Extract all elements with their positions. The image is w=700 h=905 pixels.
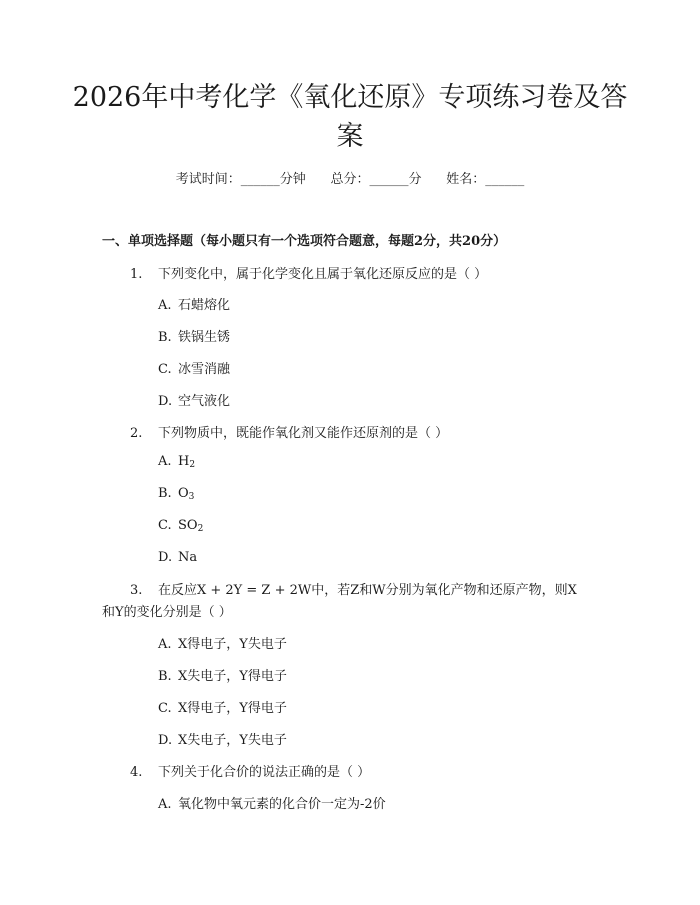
question-3 <box>102 580 600 624</box>
question-number: 3. <box>130 583 143 598</box>
option-2d: D. Na <box>158 550 198 565</box>
option-3b: B. X失电子，Y得电子 <box>158 669 287 684</box>
option-1c: C. 冰雪消融 <box>158 362 231 377</box>
option-3a: A. X得电子，Y失电子 <box>158 637 287 652</box>
option-2a: A. $H_2$ <box>158 454 196 470</box>
option-2c: C. $SO_2$ <box>158 518 204 534</box>
question-text-line2: 和Y的变化分别是（ ） <box>102 605 232 620</box>
question-text: 下列物质中，既能作氧化剂又能作还原剂的是（ ） <box>158 426 449 441</box>
option-1d: D. 空气液化 <box>158 394 231 409</box>
option-1b: B. 铁锅生锈 <box>158 330 231 345</box>
question-1 <box>130 263 487 282</box>
option-2b: B. $O_3$ <box>158 486 195 502</box>
option-3d: D. X失电子，Y失电子 <box>158 733 287 748</box>
question-4 <box>130 761 370 780</box>
question-2 <box>130 422 448 441</box>
question-text: 下列变化中，属于化学变化且属于氧化还原反应的是（ ） <box>158 267 488 282</box>
question-text: 下列关于化合价的说法正确的是（ ） <box>158 765 371 780</box>
option-4a: A. 氧化物中氧元素的化合价一定为-2价 <box>158 797 386 812</box>
option-1a: A. 石蜡熔化 <box>158 298 231 313</box>
question-number: 4. <box>130 765 143 780</box>
section-heading-single-choice: 一、单项选择题（每小题只有一个选项符合题意，每题2分，共20分） <box>102 234 507 249</box>
option-3c: C. X得电子，Y得电子 <box>158 701 287 716</box>
question-number: 1. <box>130 267 143 282</box>
question-text-line1: 在反应X + 2Y = Z + 2W中，若Z和W分别为氧化产物和还原产物，则X <box>158 583 577 598</box>
page-title: 2026年中考化学《氧化还原》专项练习卷及答案 <box>72 82 628 152</box>
question-number: 2. <box>130 426 143 441</box>
exam-info-line: 考试时间：______分钟 总分：______分 姓名：______ <box>175 172 525 187</box>
